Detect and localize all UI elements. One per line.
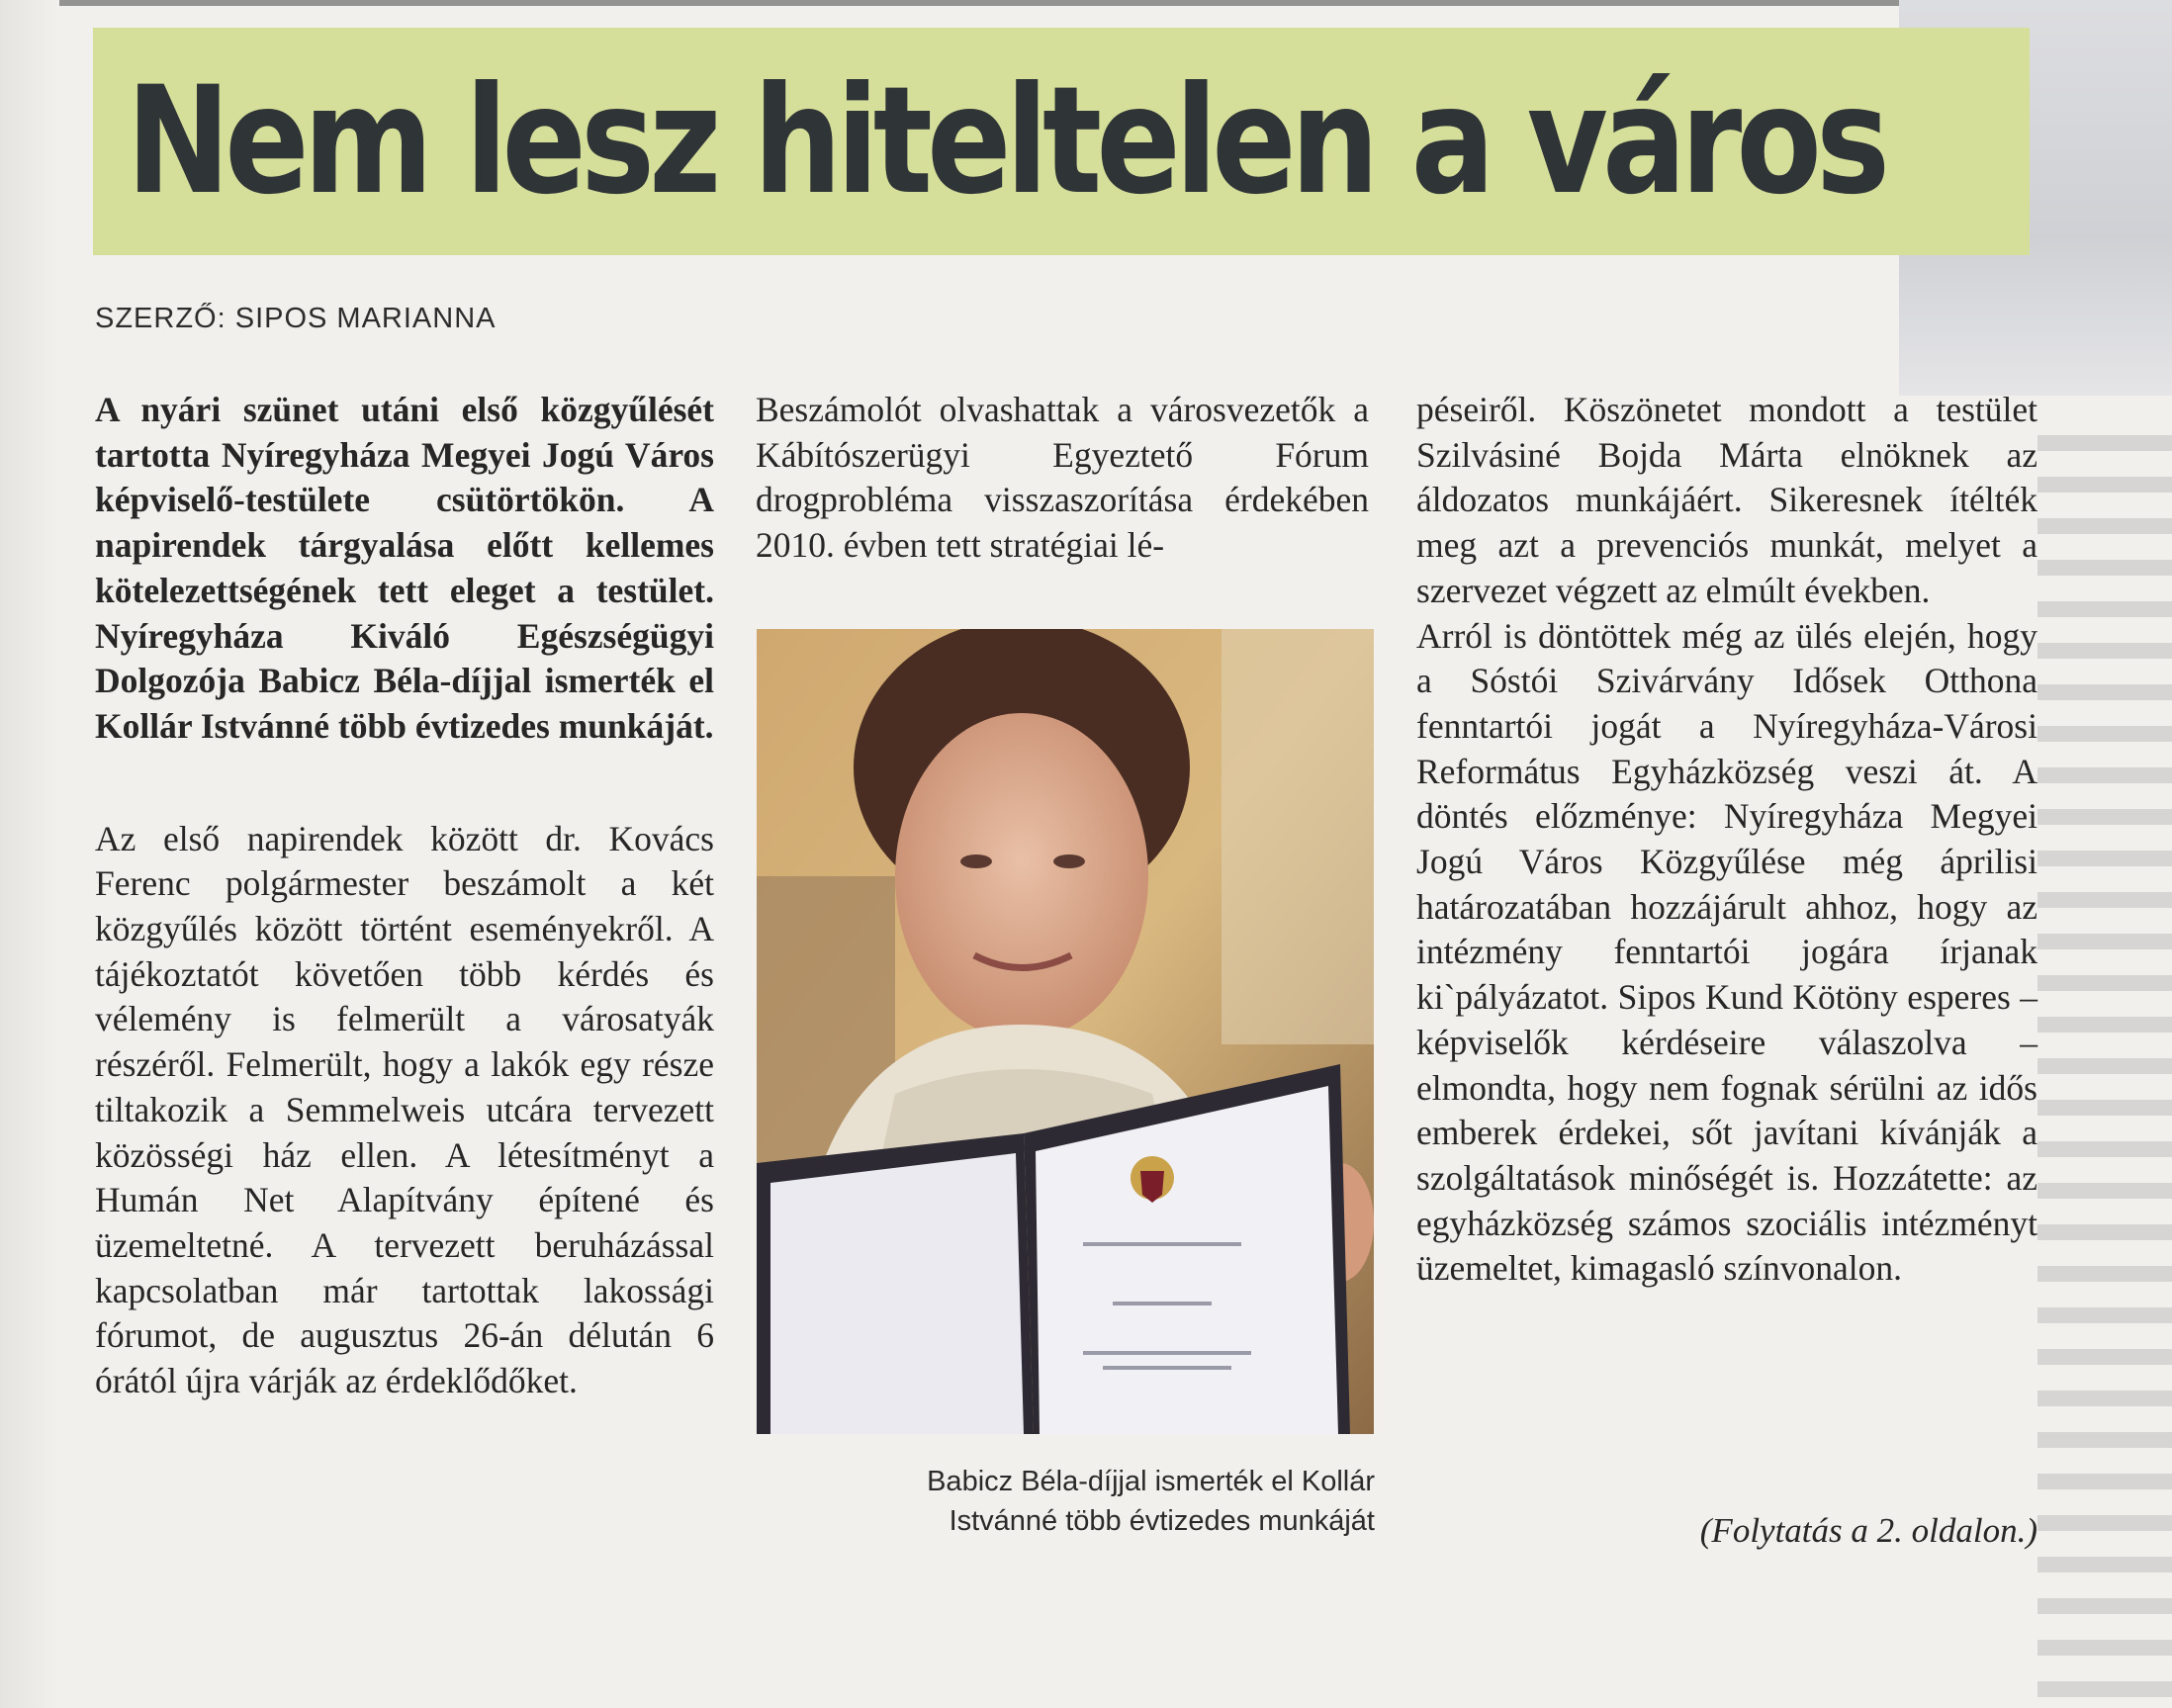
photo-caption-line-2: Istvánné több évtizedes munkáját (949, 1505, 1375, 1537)
column-2 (756, 388, 1369, 569)
body-paragraph-3: péseiről. Köszönetet mondott a testület Szilvásiné Bojda Márta elnöknek az áldozatos munkájáért. Sikeresnek ítélték meg azt a prevenciós munkát, melyet a szervezet végzett az elmúlt években. (1416, 390, 2037, 610)
continued-note: (Folytatás a 2. oldalon.) (1699, 1511, 2037, 1550)
award-photo-illustration (757, 629, 1374, 1434)
adjacent-column-text (2037, 435, 2172, 1708)
body-paragraph-1: Az első napirendek között dr. Kovács Ferenc polgármester beszámolt a két közgyűlés között történt eseményekről. A tájékoztatót követően több kérdés és vélemény is felmerült a városatyák részéről. Felmerült, hogy a lakók egy része tiltakozik a Semmelweis utcára tervezett közösségi ház ellen. A létesítményt a Humán Net Alapítvány építené és üzemeltetné. A tervezett beruházással kapcsolatban már tartottak lakossági fórumot, de augusztus 26-án délután 6 órától újra várják az érdeklődőket. (95, 818, 714, 1401)
paragraph-gap (95, 750, 714, 817)
column-1 (95, 388, 714, 1404)
column-3 (1416, 388, 2037, 1292)
photo-caption (756, 1462, 1375, 1541)
body-paragraph-2: Beszámolót olvashattak a városvezetők a Kábítószerügyi Egyeztető Fórum drogprobléma visszaszorítása érdekében 2010. évben tett stratégiai lé- (756, 390, 1369, 566)
top-rule (59, 0, 1899, 6)
award-photo (757, 629, 1374, 1434)
byline: SZERZŐ: SIPOS MARIANNA (95, 303, 497, 334)
headline: Nem lesz hiteltelen a város (126, 55, 1885, 227)
photo-caption-line-1: Babicz Béla-díjjal ismerték el Kollár (927, 1466, 1375, 1497)
lead-paragraph: A nyári szünet utáni első közgyűlését tartotta Nyíregyháza Megyei Jogú Város képviselő-testülete csütörtökön. A napirendek tárgyalása előtt kellemes kötelezettségének tett eleget a testület. Nyíregyháza Kiváló Egészségügyi Dolgozója Babicz Béla-díjjal ismerték el Kollár Istvánné több évtizedes munkáját. (95, 390, 714, 746)
body-paragraph-4: Arról is döntöttek még az ülés elején, hogy a Sóstói Szivárvány Idősek Otthona fenntartói jogát a Nyíregyháza-Városi Református Egyházközség veszi át. A döntés előzménye: Nyíregyháza Megyei Jogú Város Közgyűlése még áprilisi határozatában hozzájárult ahhoz, hogy az intézmény fenntartói jogára írjanak ki`pályázatot. Sipos Kund Kötöny esperes – képviselők kérdéseire válaszolva – elmondta, hogy nem fognak sérülni az idős emberek érdekei, sőt javítani kívánják a szolgáltatások minőségét is. Hozzátette: az egyházközség számos szociális intézményt üzemeltet, kimagasló színvonalon. (1416, 615, 2037, 1289)
